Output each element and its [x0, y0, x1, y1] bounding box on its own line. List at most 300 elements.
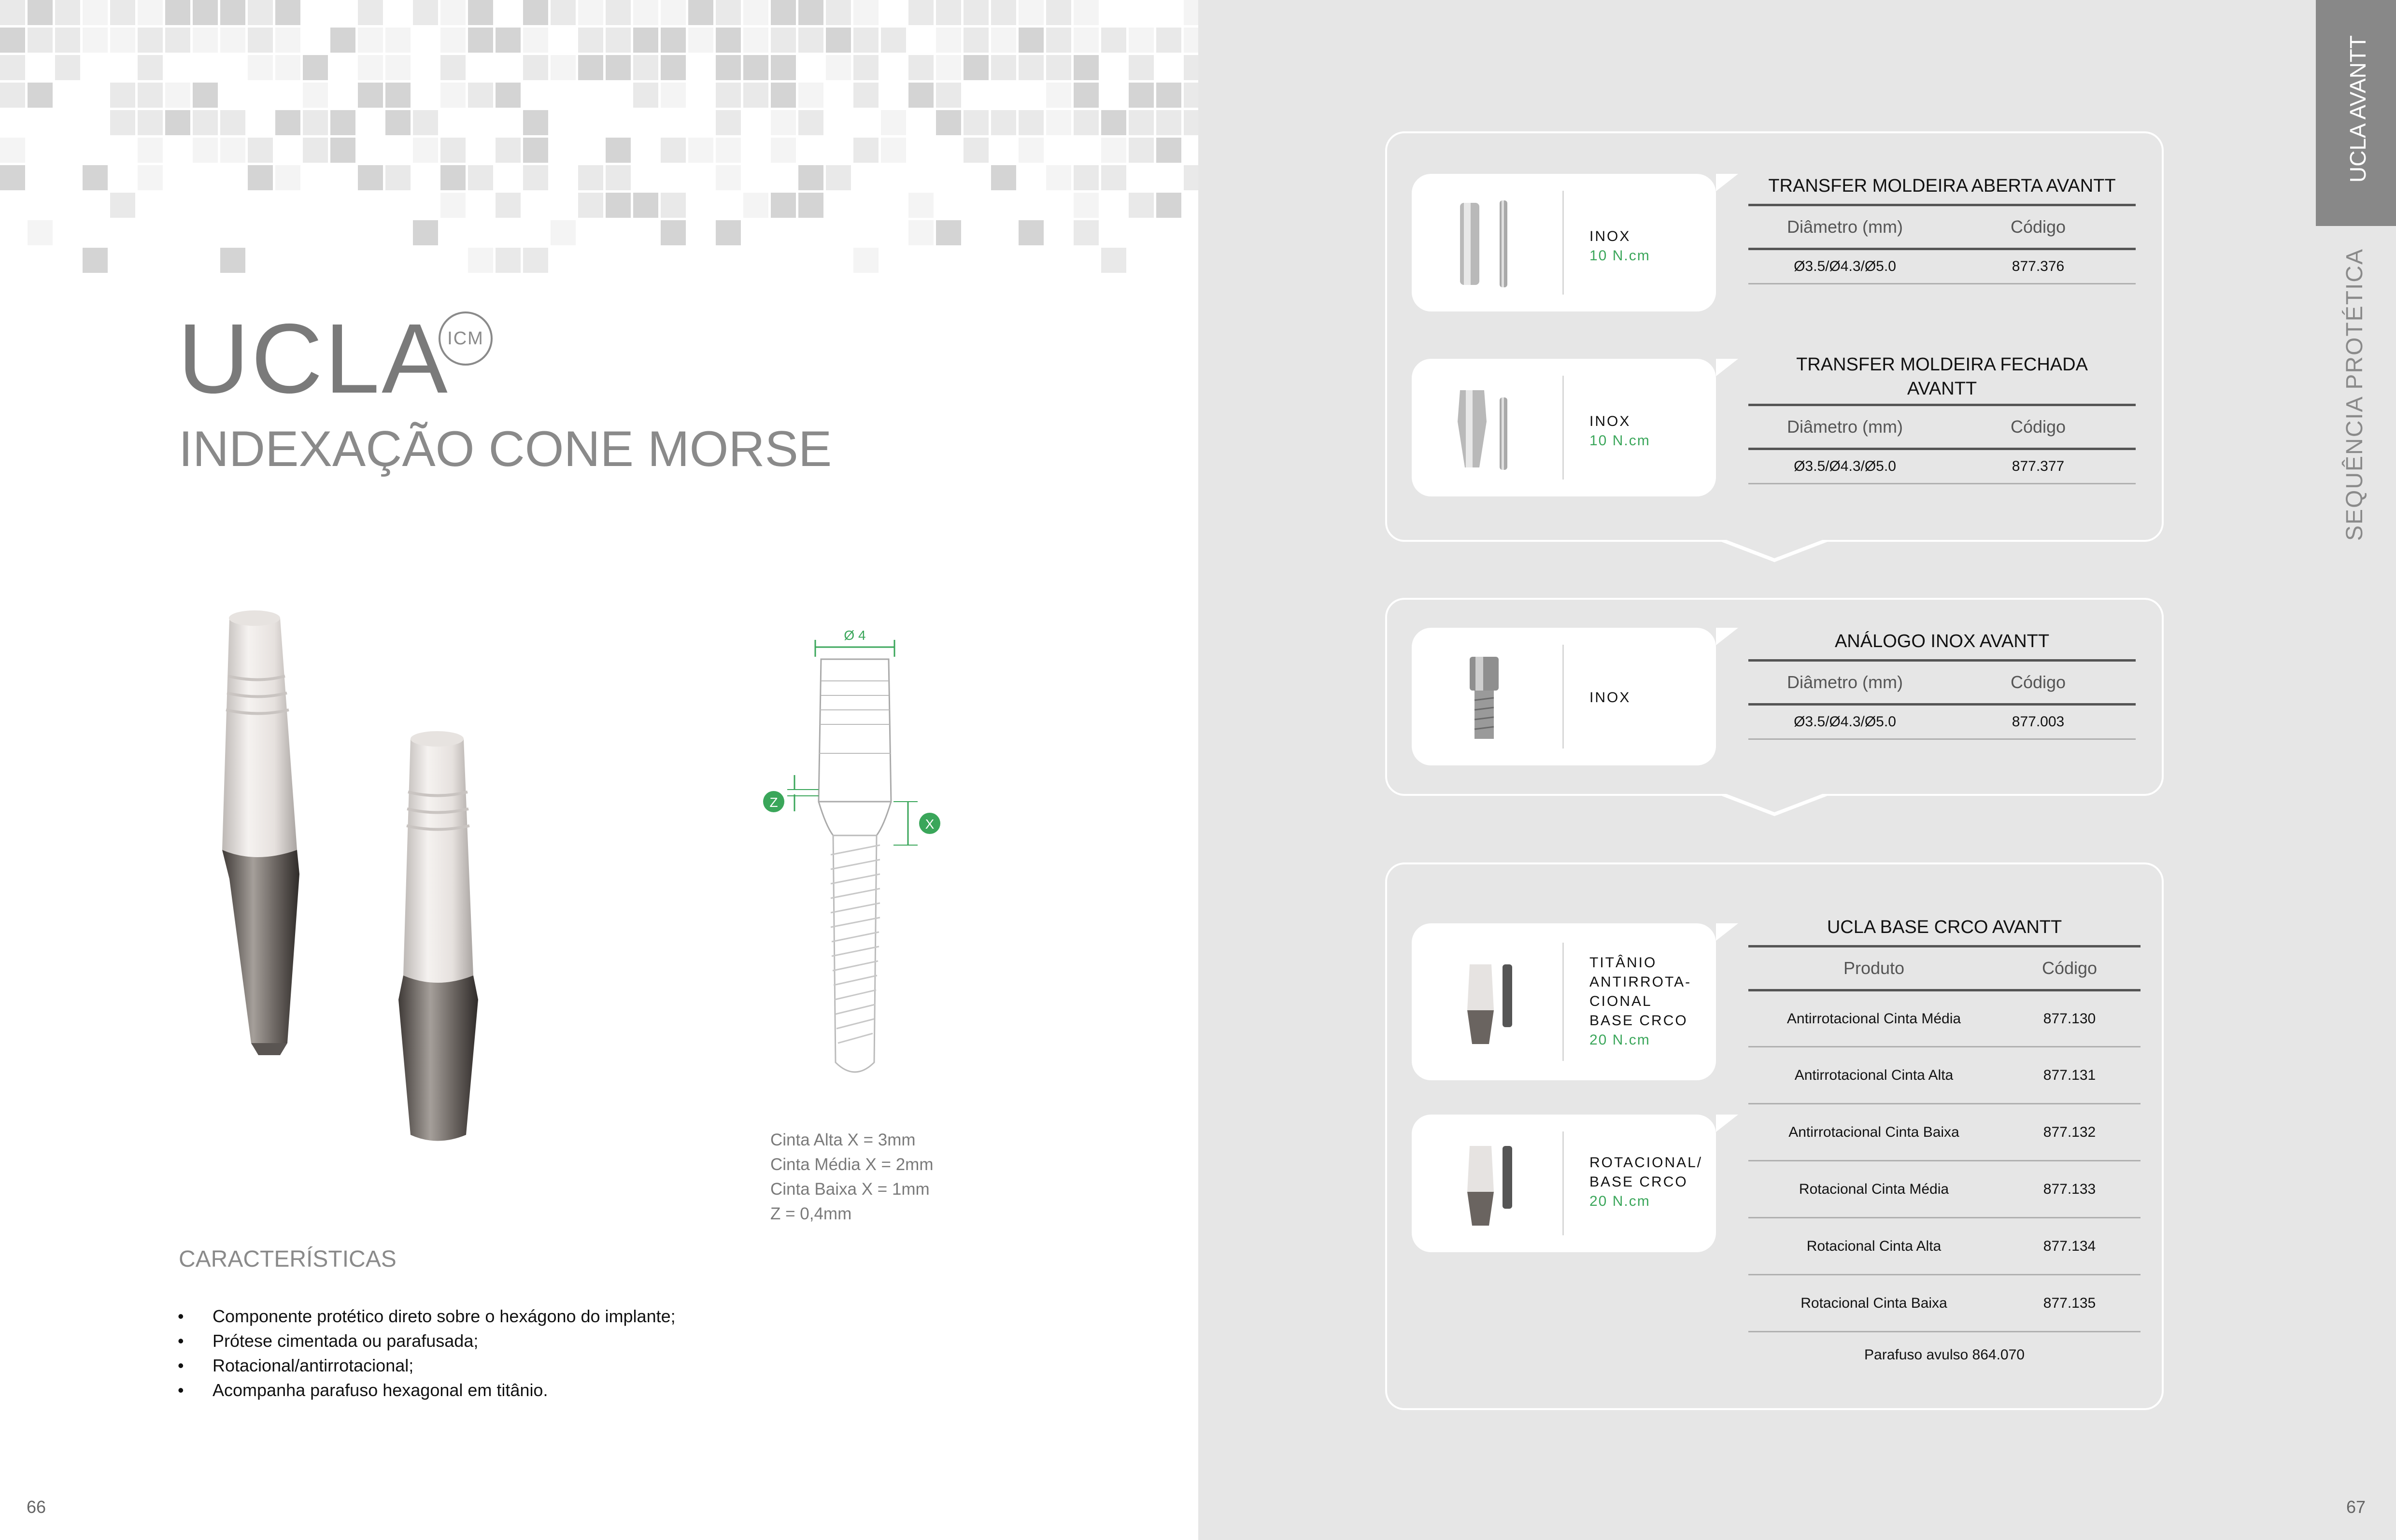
- mosaic-square: [1101, 248, 1126, 273]
- mosaic-square: [523, 138, 548, 163]
- mosaic-square: [28, 83, 53, 108]
- mosaic-square: [248, 138, 273, 163]
- mosaic-square: [1046, 0, 1071, 25]
- mosaic-square: [853, 138, 879, 163]
- mosaic-square: [936, 28, 961, 53]
- material-label: INOX: [1589, 228, 1631, 244]
- mosaic-square: [303, 110, 328, 135]
- icm-badge: ICM: [439, 311, 493, 366]
- side-tab-label: UCLA AVANTT: [2345, 35, 2370, 183]
- table-title-line1: TRANSFER MOLDEIRA FECHADA: [1796, 354, 2088, 375]
- mosaic-square: [165, 110, 190, 135]
- mosaic-square: [1074, 83, 1099, 108]
- mosaic-square: [275, 55, 300, 80]
- mosaic-square: [275, 110, 300, 135]
- mosaic-square: [798, 165, 823, 190]
- short-abutment: [398, 731, 478, 1141]
- mosaic-square: [716, 83, 741, 108]
- mosaic-square: [55, 55, 80, 80]
- mosaic-square: [991, 165, 1016, 190]
- mosaic-square: [275, 165, 300, 190]
- mosaic-square: [1046, 28, 1071, 53]
- mosaic-square: [220, 28, 245, 53]
- mosaic-square: [964, 110, 989, 135]
- ucla-base-table: [1748, 915, 2141, 1363]
- feature-item: • Componente protético direto sobre o hexágono do implante;: [174, 1304, 676, 1328]
- mosaic-square: [908, 220, 934, 245]
- mosaic-square: [1019, 138, 1044, 163]
- mosaic-square: [0, 0, 25, 25]
- mosaic-square: [440, 165, 466, 190]
- x-label: X: [925, 817, 935, 832]
- spec-item: Cinta Baixa X = 1mm: [770, 1180, 930, 1199]
- torque-label: 10 N.cm: [1589, 433, 1650, 449]
- table-header: Produto Código: [1748, 945, 2141, 989]
- mosaic-square: [633, 193, 658, 218]
- mosaic-square: [248, 55, 273, 80]
- mosaic-square: [28, 28, 53, 53]
- spec-item: Cinta Média X = 2mm: [770, 1155, 934, 1174]
- mosaic-square: [661, 193, 686, 218]
- mosaic-square: [991, 55, 1016, 80]
- mosaic-square: [220, 248, 245, 273]
- mosaic-square: [440, 0, 466, 25]
- mosaic-square: [110, 193, 135, 218]
- mosaic-square: [496, 193, 521, 218]
- mosaic-square: [716, 165, 741, 190]
- mosaic-square: [303, 83, 328, 108]
- mosaic-square: [661, 83, 686, 108]
- mosaic-square: [193, 83, 218, 108]
- mosaic-square: [496, 248, 521, 273]
- analogo-card: [1412, 628, 1716, 765]
- mosaic-square: [633, 0, 658, 25]
- ucla-rotacional-card: [1412, 1115, 1716, 1252]
- mosaic-square: [853, 0, 879, 25]
- mosaic-square: [578, 55, 603, 80]
- mosaic-square: [1184, 55, 1198, 80]
- mosaic-square: [881, 138, 906, 163]
- mosaic-square: [385, 55, 411, 80]
- mosaic-square: [716, 220, 741, 245]
- group-connector: [1716, 794, 1832, 816]
- mosaic-square: [771, 0, 796, 25]
- mosaic-square: [138, 28, 163, 53]
- table-row: Ø3.5/Ø4.3/Ø5.0 877.003: [1748, 703, 2136, 740]
- transfer-fechada-image: [1446, 383, 1523, 475]
- mosaic-square: [578, 0, 603, 25]
- mosaic-square: [1019, 0, 1044, 25]
- mosaic-square: [743, 0, 768, 25]
- mosaic-square: [1129, 55, 1154, 80]
- page-subtitle: INDEXAÇÃO CONE MORSE: [179, 421, 832, 477]
- mosaic-square: [853, 28, 879, 53]
- mosaic-square: [1019, 220, 1044, 245]
- mosaic-square: [1019, 55, 1044, 80]
- table-header: Diâmetro (mm) Código: [1748, 204, 2136, 248]
- mosaic-square: [138, 165, 163, 190]
- mosaic-square: [303, 55, 328, 80]
- mosaic-square: [688, 0, 713, 25]
- mosaic-square: [330, 28, 355, 53]
- mosaic-square: [165, 83, 190, 108]
- mosaic-square: [716, 0, 741, 25]
- table-row: Antirrotacional Cinta Baixa 877.132: [1748, 1104, 2141, 1161]
- mosaic-square: [385, 165, 411, 190]
- mosaic-square: [83, 248, 108, 273]
- mosaic-square: [771, 83, 796, 108]
- mosaic-square: [908, 55, 934, 80]
- mosaic-square: [1046, 110, 1071, 135]
- diameter-label: Ø 4: [844, 628, 866, 643]
- mosaic-square: [798, 83, 823, 108]
- mosaic-square: [661, 55, 686, 80]
- mosaic-square: [28, 0, 53, 25]
- features-title: CARACTERÍSTICAS: [179, 1246, 397, 1272]
- mosaic-square: [606, 138, 631, 163]
- table-title: ANÁLOGO INOX AVANTT: [1834, 631, 2050, 651]
- mosaic-square: [826, 0, 851, 25]
- card-line: ANTIRROTA-: [1589, 974, 1692, 990]
- table-title: TRANSFER MOLDEIRA ABERTA AVANTT: [1768, 176, 2116, 196]
- mosaic-square: [1184, 28, 1198, 53]
- mosaic-square: [220, 110, 245, 135]
- mosaic-square: [358, 83, 383, 108]
- mosaic-square: [606, 0, 631, 25]
- mosaic-square: [193, 28, 218, 53]
- mosaic-square: [193, 110, 218, 135]
- mosaic-square: [413, 0, 438, 25]
- mosaic-square: [0, 55, 25, 80]
- mosaic-square: [413, 110, 438, 135]
- table-note: Parafuso avulso 864.070: [1864, 1347, 2025, 1363]
- ucla-product-photo: [203, 599, 541, 1154]
- mosaic-square: [110, 83, 135, 108]
- analogo-image: [1446, 652, 1523, 744]
- mosaic-square: [468, 83, 493, 108]
- mosaic-square: [165, 28, 190, 53]
- spec-item: Z = 0,4mm: [770, 1204, 852, 1223]
- mosaic-square: [633, 28, 658, 53]
- mosaic-square: [936, 55, 961, 80]
- analogo-table: [1748, 629, 2136, 740]
- mosaic-square: [138, 0, 163, 25]
- ucla-antirrotacional-image: [1446, 957, 1523, 1049]
- table-header: Diâmetro (mm) Código: [1748, 404, 2136, 448]
- mosaic-square: [936, 83, 961, 108]
- mosaic-square: [110, 28, 135, 53]
- mosaic-square: [1074, 110, 1099, 135]
- mosaic-square: [55, 0, 80, 25]
- mosaic-square: [28, 220, 53, 245]
- mosaic-square: [606, 28, 631, 53]
- transfer-fechada-card: [1412, 359, 1716, 496]
- mosaic-square: [1156, 110, 1181, 135]
- mosaic-square: [138, 110, 163, 135]
- mosaic-square: [248, 28, 273, 53]
- transfer-aberta-table: [1748, 174, 2136, 284]
- mosaic-square: [1046, 165, 1071, 190]
- mosaic-square: [578, 165, 603, 190]
- mosaic-square: [0, 138, 25, 163]
- mosaic-square: [936, 0, 961, 25]
- mosaic-square: [798, 193, 823, 218]
- mosaic-square: [193, 0, 218, 25]
- table-row: Rotacional Cinta Alta 877.134: [1748, 1218, 2141, 1275]
- table-header: Diâmetro (mm) Código: [1748, 659, 2136, 703]
- table-title-line2: AVANTT: [1907, 379, 1977, 399]
- tall-abutment: [222, 610, 299, 1055]
- mosaic-square: [55, 28, 80, 53]
- mosaic-square: [110, 110, 135, 135]
- mosaic-square: [1184, 83, 1198, 108]
- mosaic-square: [358, 55, 383, 80]
- mosaic-square: [1101, 28, 1126, 53]
- mosaic-square: [330, 110, 355, 135]
- mosaic-square: [523, 55, 548, 80]
- mosaic-square: [964, 28, 989, 53]
- mosaic-square: [1074, 193, 1099, 218]
- mosaic-square: [248, 165, 273, 190]
- mosaic-square: [771, 28, 796, 53]
- table-row: Ø3.5/Ø4.3/Ø5.0 877.376: [1748, 248, 2136, 284]
- mosaic-square: [633, 83, 658, 108]
- mosaic-square: [551, 220, 576, 245]
- mosaic-square: [523, 165, 548, 190]
- mosaic-square: [1184, 165, 1198, 190]
- mosaic-square: [908, 0, 934, 25]
- mosaic-square: [716, 28, 741, 53]
- specs-list: [770, 1128, 934, 1226]
- mosaic-square: [936, 220, 961, 245]
- mosaic-square: [193, 138, 218, 163]
- mosaic-square: [771, 193, 796, 218]
- mosaic-square: [1019, 28, 1044, 53]
- mosaic-square: [1074, 220, 1099, 245]
- mosaic-square: [413, 138, 438, 163]
- mosaic-square: [743, 28, 768, 53]
- mosaic-square: [523, 248, 548, 273]
- feature-item: • Acompanha parafuso hexagonal em titânio.: [174, 1378, 676, 1402]
- mosaic-square: [1101, 110, 1126, 135]
- torque-label: 20 N.cm: [1589, 1032, 1650, 1048]
- mosaic-square: [1129, 138, 1154, 163]
- mosaic-square: [964, 0, 989, 25]
- mosaic-square: [743, 83, 768, 108]
- mosaic-square: [83, 0, 108, 25]
- mosaic-square: [0, 83, 25, 108]
- mosaic-square: [248, 0, 273, 25]
- mosaic-square: [385, 83, 411, 108]
- mosaic-square: [358, 165, 383, 190]
- mosaic-square: [771, 110, 796, 135]
- mosaic-square: [1074, 165, 1099, 190]
- mosaic-square: [716, 138, 741, 163]
- torque-label: 10 N.cm: [1589, 248, 1650, 264]
- transfer-aberta-image: [1446, 198, 1523, 290]
- mosaic-square: [826, 28, 851, 53]
- mosaic-square: [303, 138, 328, 163]
- mosaic-square: [220, 138, 245, 163]
- mosaic-square: [964, 55, 989, 80]
- mosaic-square: [440, 55, 466, 80]
- table-row: Antirrotacional Cinta Média 877.130: [1748, 989, 2141, 1047]
- mosaic-square: [523, 0, 548, 25]
- mosaic-square: [908, 193, 934, 218]
- mosaic-square: [578, 193, 603, 218]
- mosaic-square: [716, 110, 741, 135]
- mosaic-square: [1129, 110, 1154, 135]
- mosaic-square: [275, 28, 300, 53]
- mosaic-square: [964, 138, 989, 163]
- mosaic-square: [798, 0, 823, 25]
- mosaic-square: [661, 138, 686, 163]
- mosaic-square: [440, 138, 466, 163]
- mosaic-square: [1074, 55, 1099, 80]
- mosaic-square: [220, 0, 245, 25]
- mosaic-square: [468, 28, 493, 53]
- mosaic-square: [138, 138, 163, 163]
- feature-item: • Rotacional/antirrotacional;: [174, 1353, 676, 1378]
- side-section-label: SEQUÊNCIA PROTÉTICA: [2342, 248, 2368, 541]
- features-list: [174, 1304, 676, 1402]
- ucla-antirrotacional-card: [1412, 923, 1716, 1080]
- mosaic-square: [771, 55, 796, 80]
- mosaic-square: [688, 28, 713, 53]
- mosaic-square: [991, 0, 1016, 25]
- mosaic-square: [798, 28, 823, 53]
- mosaic-square: [661, 28, 686, 53]
- mosaic-square: [1156, 83, 1181, 108]
- mosaic-square: [1074, 0, 1099, 25]
- mosaic-square: [1046, 55, 1071, 80]
- mosaic-square: [578, 28, 603, 53]
- mosaic-square: [908, 83, 934, 108]
- mosaic-square: [936, 110, 961, 135]
- mosaic-square: [551, 55, 576, 80]
- card-line: BASE CRCO: [1589, 1174, 1688, 1190]
- mosaic-square: [1156, 138, 1181, 163]
- page-title: UCLA: [178, 303, 450, 414]
- mosaic-square: [385, 110, 411, 135]
- mosaic-square: [1101, 165, 1126, 190]
- card-line: BASE CRCO: [1589, 1013, 1688, 1029]
- mosaic-square: [606, 193, 631, 218]
- page-number-left: 66: [27, 1497, 46, 1517]
- mosaic-square: [633, 55, 658, 80]
- mosaic-square: [688, 138, 713, 163]
- mosaic-square: [440, 83, 466, 108]
- material-label: INOX: [1589, 690, 1631, 706]
- ucla-rotacional-image: [1446, 1139, 1523, 1230]
- z-label: Z: [769, 795, 778, 810]
- mosaic-square: [440, 28, 466, 53]
- mosaic-square: [358, 0, 383, 25]
- mosaic-square: [1046, 83, 1071, 108]
- mosaic-square: [853, 83, 879, 108]
- mosaic-square: [606, 165, 631, 190]
- material-label: INOX: [1589, 413, 1631, 429]
- feature-item: • Prótese cimentada ou parafusada;: [174, 1328, 676, 1353]
- mosaic-square: [661, 0, 686, 25]
- mosaic-square: [743, 55, 768, 80]
- mosaic-square: [468, 248, 493, 273]
- card-line: ROTACIONAL/: [1589, 1155, 1703, 1171]
- mosaic-square: [881, 110, 906, 135]
- mosaic-square: [1156, 28, 1181, 53]
- transfer-aberta-card: [1412, 174, 1716, 311]
- mosaic-square: [826, 55, 851, 80]
- mosaic-square: [523, 28, 548, 53]
- mosaic-square: [138, 55, 163, 80]
- mosaic-square: [771, 138, 796, 163]
- group-connector: [1716, 540, 1832, 562]
- table-row: Rotacional Cinta Média 877.133: [1748, 1161, 2141, 1218]
- table-row: Antirrotacional Cinta Alta 877.131: [1748, 1047, 2141, 1104]
- mosaic-square: [991, 28, 1016, 53]
- torque-label: 20 N.cm: [1589, 1193, 1650, 1209]
- mosaic-square: [716, 55, 741, 80]
- transfer-fechada-table: [1748, 353, 2136, 484]
- mosaic-square: [275, 0, 300, 25]
- mosaic-square: [606, 55, 631, 80]
- mosaic-square: [358, 28, 383, 53]
- mosaic-square: [468, 0, 493, 25]
- technical-diagram: [753, 618, 956, 1091]
- mosaic-square: [743, 193, 768, 218]
- mosaic-square: [440, 193, 466, 218]
- mosaic-square: [826, 165, 851, 190]
- table-row: Rotacional Cinta Baixa 877.135: [1748, 1275, 2141, 1332]
- mosaic-square: [83, 28, 108, 53]
- mosaic-square: [83, 165, 108, 190]
- mosaic-square: [661, 220, 686, 245]
- mosaic-square: [0, 165, 25, 190]
- mosaic-square: [496, 83, 521, 108]
- mosaic-square: [468, 165, 493, 190]
- mosaic-square: [165, 0, 190, 25]
- mosaic-square: [0, 28, 25, 53]
- mosaic-square: [1019, 110, 1044, 135]
- page-number-right: 67: [2346, 1497, 2366, 1517]
- decorative-mosaic: [0, 0, 1198, 280]
- table-row: Ø3.5/Ø4.3/Ø5.0 877.377: [1748, 448, 2136, 484]
- mosaic-square: [1129, 83, 1154, 108]
- mosaic-square: [523, 110, 548, 135]
- mosaic-square: [1129, 193, 1154, 218]
- mosaic-square: [385, 28, 411, 53]
- mosaic-square: [110, 0, 135, 25]
- mosaic-square: [1101, 138, 1126, 163]
- mosaic-square: [496, 28, 521, 53]
- mosaic-square: [853, 248, 879, 273]
- mosaic-square: [1184, 0, 1198, 25]
- mosaic-square: [1184, 110, 1198, 135]
- mosaic-square: [413, 220, 438, 245]
- mosaic-square: [853, 55, 879, 80]
- card-line: TITÂNIO: [1589, 955, 1657, 971]
- mosaic-square: [1074, 28, 1099, 53]
- mosaic-square: [496, 138, 521, 163]
- mosaic-square: [330, 138, 355, 163]
- mosaic-square: [991, 110, 1016, 135]
- mosaic-square: [1156, 193, 1181, 218]
- card-line: CIONAL: [1589, 993, 1652, 1009]
- mosaic-square: [798, 110, 823, 135]
- spec-item: Cinta Alta X = 3mm: [770, 1130, 916, 1149]
- mosaic-square: [1129, 28, 1154, 53]
- mosaic-square: [138, 83, 163, 108]
